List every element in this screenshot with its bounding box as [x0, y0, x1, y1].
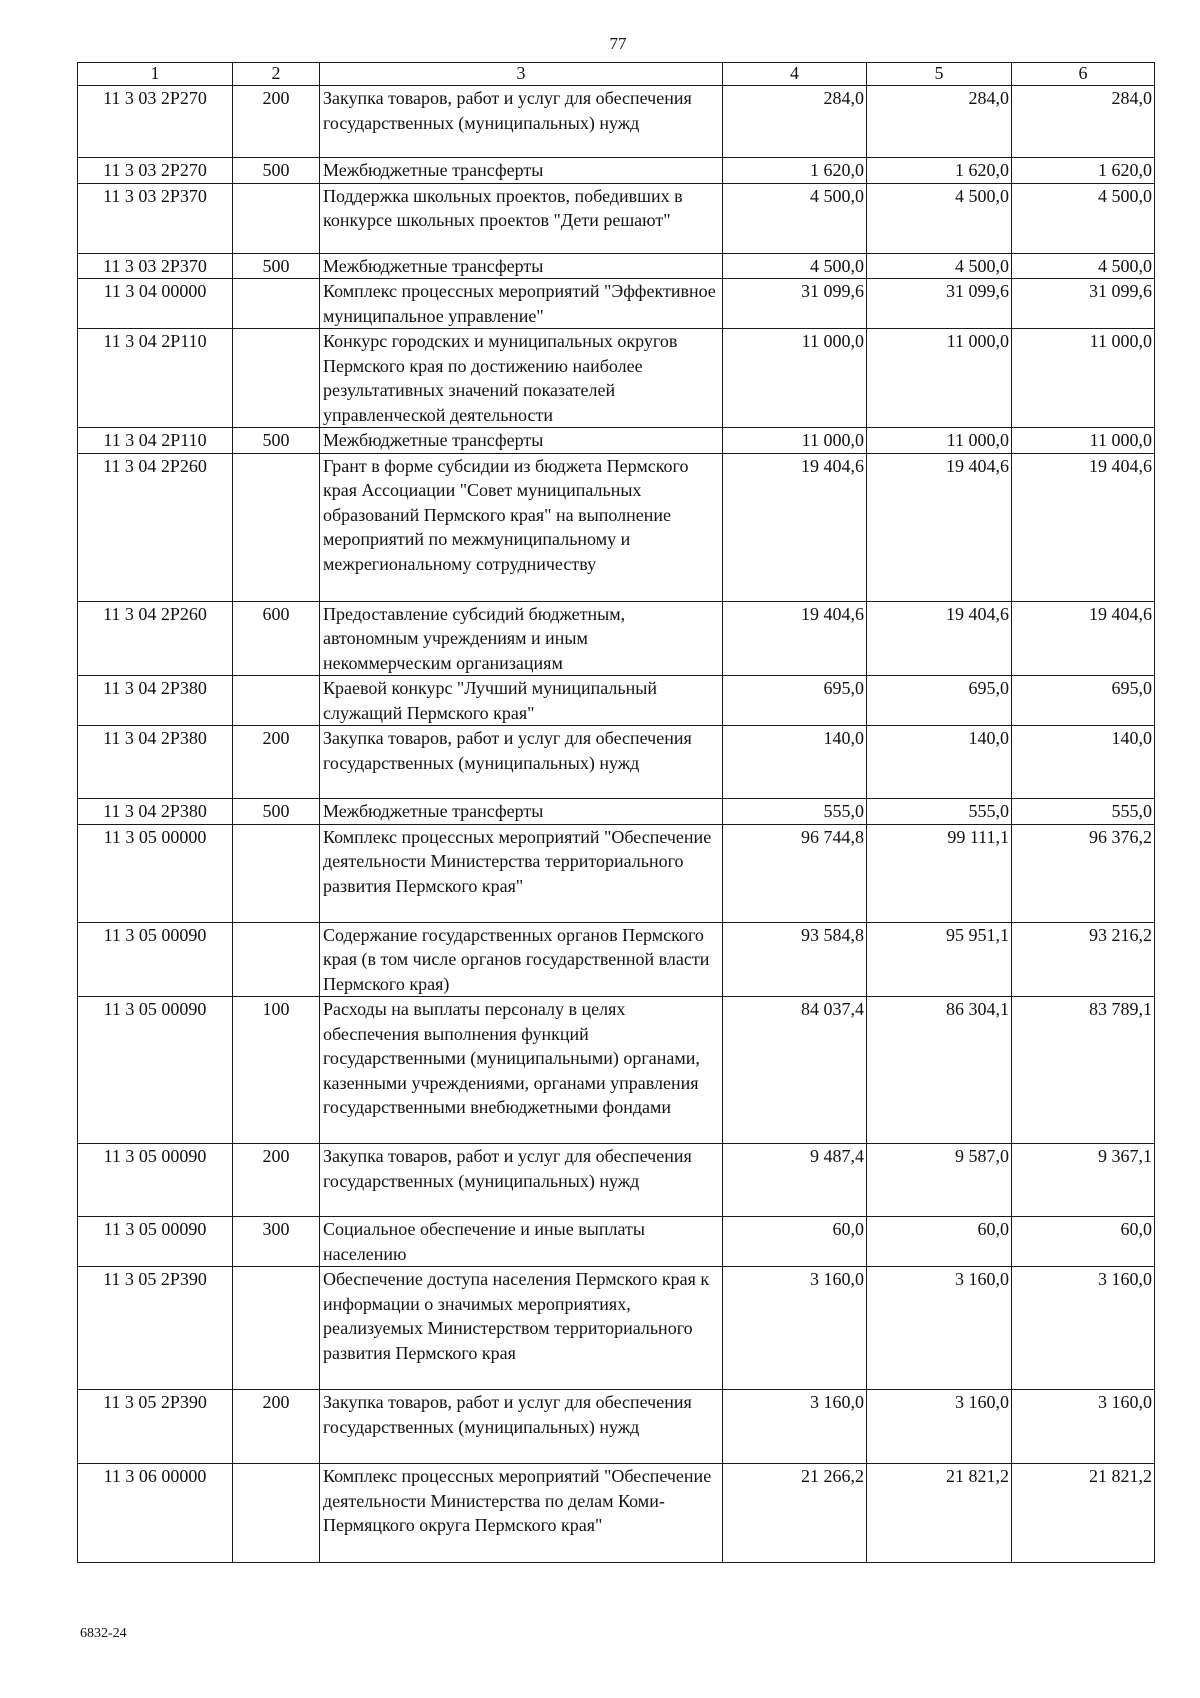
- row-value-col6: 555,0: [1012, 799, 1155, 825]
- table-row: [78, 922, 1155, 997]
- row-value-col5: 1 620,0: [867, 158, 1012, 184]
- row-value-col5: 19 404,6: [867, 601, 1012, 676]
- column-header: 4: [723, 63, 867, 86]
- row-value-col4: 555,0: [723, 799, 867, 825]
- row-expense-type: 500: [233, 253, 320, 279]
- column-header: 1: [78, 63, 233, 86]
- row-name: Комплекс процессных мероприятий "Обеспечение деятельности Министерства по делам Коми-Пермяцкого округа Пермского края": [320, 1464, 723, 1563]
- row-expense-type: 100: [233, 997, 320, 1144]
- row-value-col6: 93 216,2: [1012, 922, 1155, 997]
- table-row: [78, 1217, 1155, 1267]
- row-value-col6: 3 160,0: [1012, 1267, 1155, 1390]
- table-row: [78, 676, 1155, 726]
- row-value-col6: 1 620,0: [1012, 158, 1155, 184]
- row-code: 11 3 05 00090: [78, 1144, 233, 1217]
- row-expense-type: 500: [233, 428, 320, 454]
- row-value-col6: 695,0: [1012, 676, 1155, 726]
- row-value-col4: 84 037,4: [723, 997, 867, 1144]
- row-expense-type: 200: [233, 1390, 320, 1464]
- row-expense-type: 200: [233, 726, 320, 799]
- row-value-col6: 140,0: [1012, 726, 1155, 799]
- row-value-col6: 284,0: [1012, 86, 1155, 158]
- row-expense-type: 600: [233, 601, 320, 676]
- row-name: Закупка товаров, работ и услуг для обеспечения государственных (муниципальных) нужд: [320, 1390, 723, 1464]
- row-name: Межбюджетные трансферты: [320, 253, 723, 279]
- table-row: [78, 183, 1155, 253]
- row-value-col5: 140,0: [867, 726, 1012, 799]
- table-row: [78, 1144, 1155, 1217]
- table-row: [78, 329, 1155, 428]
- row-code: 11 3 03 2Р370: [78, 183, 233, 253]
- column-number-row: [78, 63, 1155, 86]
- row-value-col4: 695,0: [723, 676, 867, 726]
- row-value-col4: 19 404,6: [723, 601, 867, 676]
- row-name: Расходы на выплаты персоналу в целях обеспечения выполнения функций государственными (муниципальными) органами, казенными учреждениями, органами управления государственными внебюджетными фондами: [320, 997, 723, 1144]
- row-name: Закупка товаров, работ и услуг для обеспечения государственных (муниципальных) нужд: [320, 1144, 723, 1217]
- row-value-col5: 4 500,0: [867, 253, 1012, 279]
- row-value-col5: 4 500,0: [867, 183, 1012, 253]
- row-expense-type: [233, 279, 320, 329]
- row-value-col5: 3 160,0: [867, 1267, 1012, 1390]
- row-name: Комплекс процессных мероприятий "Эффективное муниципальное управление": [320, 279, 723, 329]
- row-value-col6: 83 789,1: [1012, 997, 1155, 1144]
- row-expense-type: 500: [233, 799, 320, 825]
- row-name: Предоставление субсидий бюджетным, автономным учреждениям и иным некоммерческим организациям: [320, 601, 723, 676]
- row-value-col6: 19 404,6: [1012, 601, 1155, 676]
- row-value-col6: 3 160,0: [1012, 1390, 1155, 1464]
- table-row: [78, 158, 1155, 184]
- row-value-col5: 11 000,0: [867, 428, 1012, 454]
- row-value-col6: 11 000,0: [1012, 428, 1155, 454]
- row-name: Содержание государственных органов Пермского края (в том числе органов государственной власти Пермского края): [320, 922, 723, 997]
- row-value-col5: 86 304,1: [867, 997, 1012, 1144]
- row-code: 11 3 05 00090: [78, 922, 233, 997]
- row-code: 11 3 03 2Р270: [78, 86, 233, 158]
- row-code: 11 3 04 2Р260: [78, 453, 233, 601]
- row-value-col6: 60,0: [1012, 1217, 1155, 1267]
- row-value-col5: 31 099,6: [867, 279, 1012, 329]
- row-value-col4: 9 487,4: [723, 1144, 867, 1217]
- row-value-col5: 99 111,1: [867, 824, 1012, 922]
- row-expense-type: 200: [233, 1144, 320, 1217]
- row-value-col5: 284,0: [867, 86, 1012, 158]
- row-value-col6: 4 500,0: [1012, 183, 1155, 253]
- column-header: 3: [320, 63, 723, 86]
- row-expense-type: [233, 676, 320, 726]
- table-row: [78, 1390, 1155, 1464]
- row-expense-type: [233, 1464, 320, 1563]
- row-name: Закупка товаров, работ и услуг для обеспечения государственных (муниципальных) нужд: [320, 726, 723, 799]
- row-code: 11 3 04 2Р110: [78, 428, 233, 454]
- row-value-col6: 21 821,2: [1012, 1464, 1155, 1563]
- row-name: Конкурс городских и муниципальных округов Пермского края по достижению наиболее результативных значений показателей управленческой деятельности: [320, 329, 723, 428]
- table-row: [78, 86, 1155, 158]
- row-expense-type: [233, 329, 320, 428]
- row-value-col4: 1 620,0: [723, 158, 867, 184]
- row-value-col4: 93 584,8: [723, 922, 867, 997]
- row-value-col5: 21 821,2: [867, 1464, 1012, 1563]
- row-value-col6: 31 099,6: [1012, 279, 1155, 329]
- row-value-col5: 11 000,0: [867, 329, 1012, 428]
- row-code: 11 3 05 00000: [78, 824, 233, 922]
- row-value-col4: 4 500,0: [723, 253, 867, 279]
- row-code: 11 3 03 2Р270: [78, 158, 233, 184]
- table-row: [78, 726, 1155, 799]
- row-value-col6: 4 500,0: [1012, 253, 1155, 279]
- row-value-col5: 3 160,0: [867, 1390, 1012, 1464]
- row-name: Обеспечение доступа населения Пермского края к информации о значимых мероприятиях, реализуемых Министерством территориального развития Пермского края: [320, 1267, 723, 1390]
- row-code: 11 3 03 2Р370: [78, 253, 233, 279]
- table-row: [78, 1464, 1155, 1563]
- row-name: Межбюджетные трансферты: [320, 428, 723, 454]
- row-expense-type: [233, 453, 320, 601]
- row-value-col4: 11 000,0: [723, 329, 867, 428]
- row-value-col4: 3 160,0: [723, 1390, 867, 1464]
- row-code: 11 3 05 00090: [78, 1217, 233, 1267]
- row-name: Закупка товаров, работ и услуг для обеспечения государственных (муниципальных) нужд: [320, 86, 723, 158]
- table-row: [78, 799, 1155, 825]
- budget-table: [77, 62, 1155, 1563]
- row-name: Социальное обеспечение и иные выплаты населению: [320, 1217, 723, 1267]
- row-code: 11 3 04 2Р380: [78, 726, 233, 799]
- row-code: 11 3 05 2Р390: [78, 1267, 233, 1390]
- row-code: 11 3 04 2Р380: [78, 676, 233, 726]
- row-value-col6: 11 000,0: [1012, 329, 1155, 428]
- row-name: Межбюджетные трансферты: [320, 799, 723, 825]
- table-row: [78, 279, 1155, 329]
- row-value-col4: 96 744,8: [723, 824, 867, 922]
- table-row: [78, 1267, 1155, 1390]
- row-value-col5: 95 951,1: [867, 922, 1012, 997]
- row-code: 11 3 05 2Р390: [78, 1390, 233, 1464]
- row-value-col4: 3 160,0: [723, 1267, 867, 1390]
- row-code: 11 3 04 2Р110: [78, 329, 233, 428]
- row-expense-type: [233, 183, 320, 253]
- row-value-col5: 695,0: [867, 676, 1012, 726]
- row-value-col4: 11 000,0: [723, 428, 867, 454]
- column-header: 6: [1012, 63, 1155, 86]
- row-expense-type: [233, 922, 320, 997]
- row-name: Поддержка школьных проектов, победивших в конкурсе школьных проектов "Дети решают": [320, 183, 723, 253]
- row-value-col4: 4 500,0: [723, 183, 867, 253]
- row-value-col5: 555,0: [867, 799, 1012, 825]
- row-value-col4: 31 099,6: [723, 279, 867, 329]
- row-value-col6: 9 367,1: [1012, 1144, 1155, 1217]
- row-code: 11 3 04 2Р380: [78, 799, 233, 825]
- row-name: Грант в форме субсидии из бюджета Пермского края Ассоциации "Совет муниципальных образований Пермского края" на выполнение мероприятий по межмуниципальному и межрегиональному сотрудничеству: [320, 453, 723, 601]
- row-expense-type: [233, 824, 320, 922]
- row-expense-type: 200: [233, 86, 320, 158]
- row-value-col5: 19 404,6: [867, 453, 1012, 601]
- row-value-col4: 19 404,6: [723, 453, 867, 601]
- table-row: [78, 253, 1155, 279]
- row-name: Краевой конкурс "Лучший муниципальный служащий Пермского края": [320, 676, 723, 726]
- row-value-col4: 140,0: [723, 726, 867, 799]
- row-name: Комплекс процессных мероприятий "Обеспечение деятельности Министерства территориального развития Пермского края": [320, 824, 723, 922]
- column-header: 5: [867, 63, 1012, 86]
- row-expense-type: [233, 1267, 320, 1390]
- row-code: 11 3 06 00000: [78, 1464, 233, 1563]
- row-value-col4: 21 266,2: [723, 1464, 867, 1563]
- row-expense-type: 300: [233, 1217, 320, 1267]
- table-row: [78, 997, 1155, 1144]
- row-code: 11 3 04 2Р260: [78, 601, 233, 676]
- row-expense-type: 500: [233, 158, 320, 184]
- document-code: 6832-24: [80, 1626, 127, 1641]
- row-value-col5: 60,0: [867, 1217, 1012, 1267]
- table-row: [78, 453, 1155, 601]
- row-name: Межбюджетные трансферты: [320, 158, 723, 184]
- row-value-col4: 60,0: [723, 1217, 867, 1267]
- row-value-col5: 9 587,0: [867, 1144, 1012, 1217]
- table-row: [78, 824, 1155, 922]
- row-value-col6: 96 376,2: [1012, 824, 1155, 922]
- table-row: [78, 428, 1155, 454]
- column-header: 2: [233, 63, 320, 86]
- page-number: 77: [609, 34, 627, 53]
- row-value-col4: 284,0: [723, 86, 867, 158]
- row-code: 11 3 05 00090: [78, 997, 233, 1144]
- row-value-col6: 19 404,6: [1012, 453, 1155, 601]
- table-row: [78, 601, 1155, 676]
- row-code: 11 3 04 00000: [78, 279, 233, 329]
